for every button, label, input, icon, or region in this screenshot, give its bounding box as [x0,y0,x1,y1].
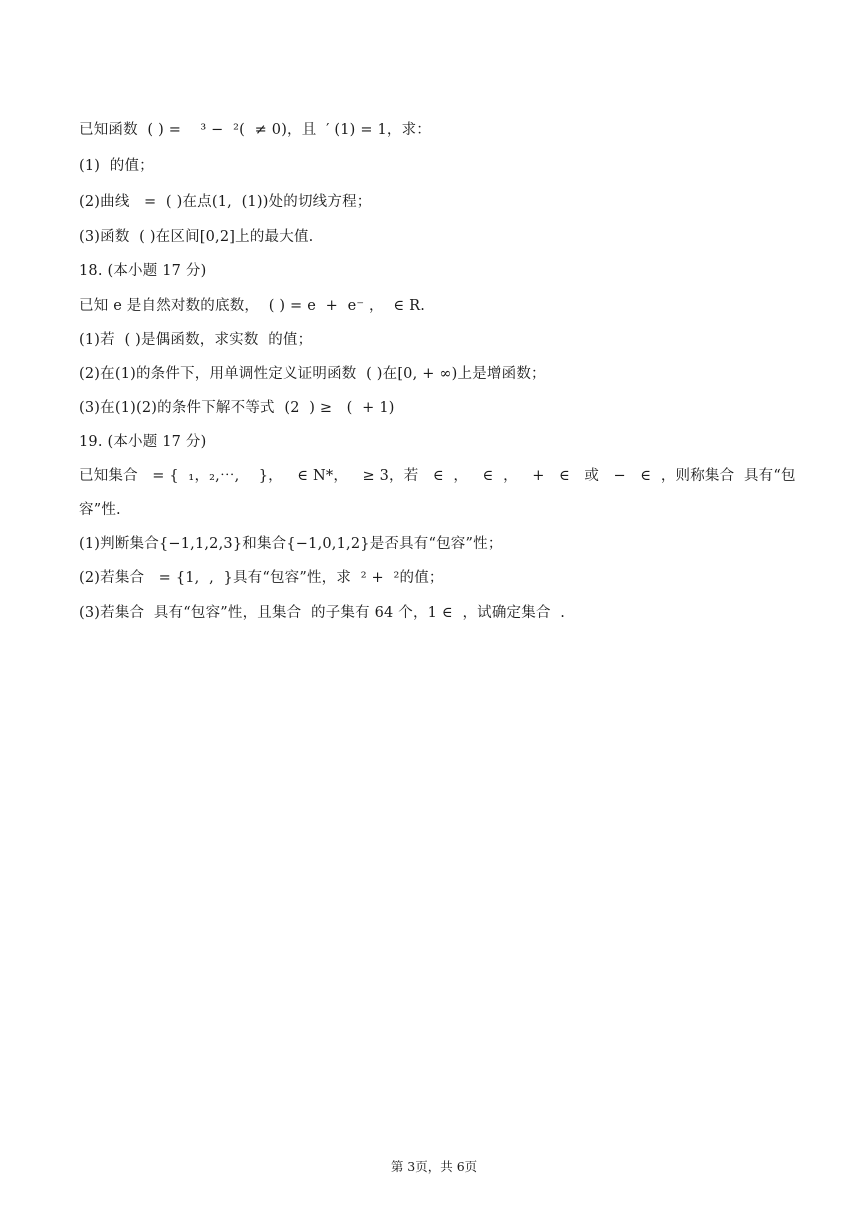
problem-18-part-2: (2)在(1)的条件下，用单调性定义证明函数 ( )在[0, + ∞)上是增函数； [79,366,546,382]
problem-17-part-3: (3)函数 ( )在区间[0,2]上的最大值. [79,229,314,245]
problem-18-stem: 已知 e 是自然对数的底数， ( ) = e + e⁻ ， ∈ R. [79,298,426,314]
problem-19-part-1: (1)判断集合{−1,1,2,3}和集合{−1,0,1,2}是否具有“包容”性； [79,536,503,552]
problem-19-part-3: (3)若集合 具有“包容”性，且集合 的子集有 64 个，1 ∈ ，试确定集合 . [79,605,566,621]
problem-18-heading: 18. (本小题 17 分) [79,263,207,279]
problem-19-part-2: (2)若集合 = {1, , }具有“包容”性，求 ² + ²的值； [79,570,444,586]
problem-18-part-3: (3)在(1)(2)的条件下解不等式 (2 ) ≥ ( + 1) [79,400,395,416]
problem-17-part-2: (2)曲线 = ( )在点(1, (1))处的切线方程； [79,194,372,210]
page-footer: 第 3页，共 6页 [390,1159,478,1174]
problem-19-stem-continued: 容”性. [79,502,121,518]
problem-17-stem: 已知函数 ( ) = ³ − ²( ≠ 0)，且 ′ (1) = 1，求： [79,122,432,138]
problem-19-stem: 已知集合 = { ₁，₂,⋯, }， ∈ N*， ≥ 3，若 ∈ ， ∈ ， + ∈ 或 − ∈ ，则称集合 具有“包 [79,468,796,484]
problem-18-part-1: (1)若 ( )是偶函数，求实数 的值； [79,332,313,348]
problem-17-part-1: (1) 的值； [79,158,154,174]
problem-19-heading: 19. (本小题 17 分) [79,434,207,450]
